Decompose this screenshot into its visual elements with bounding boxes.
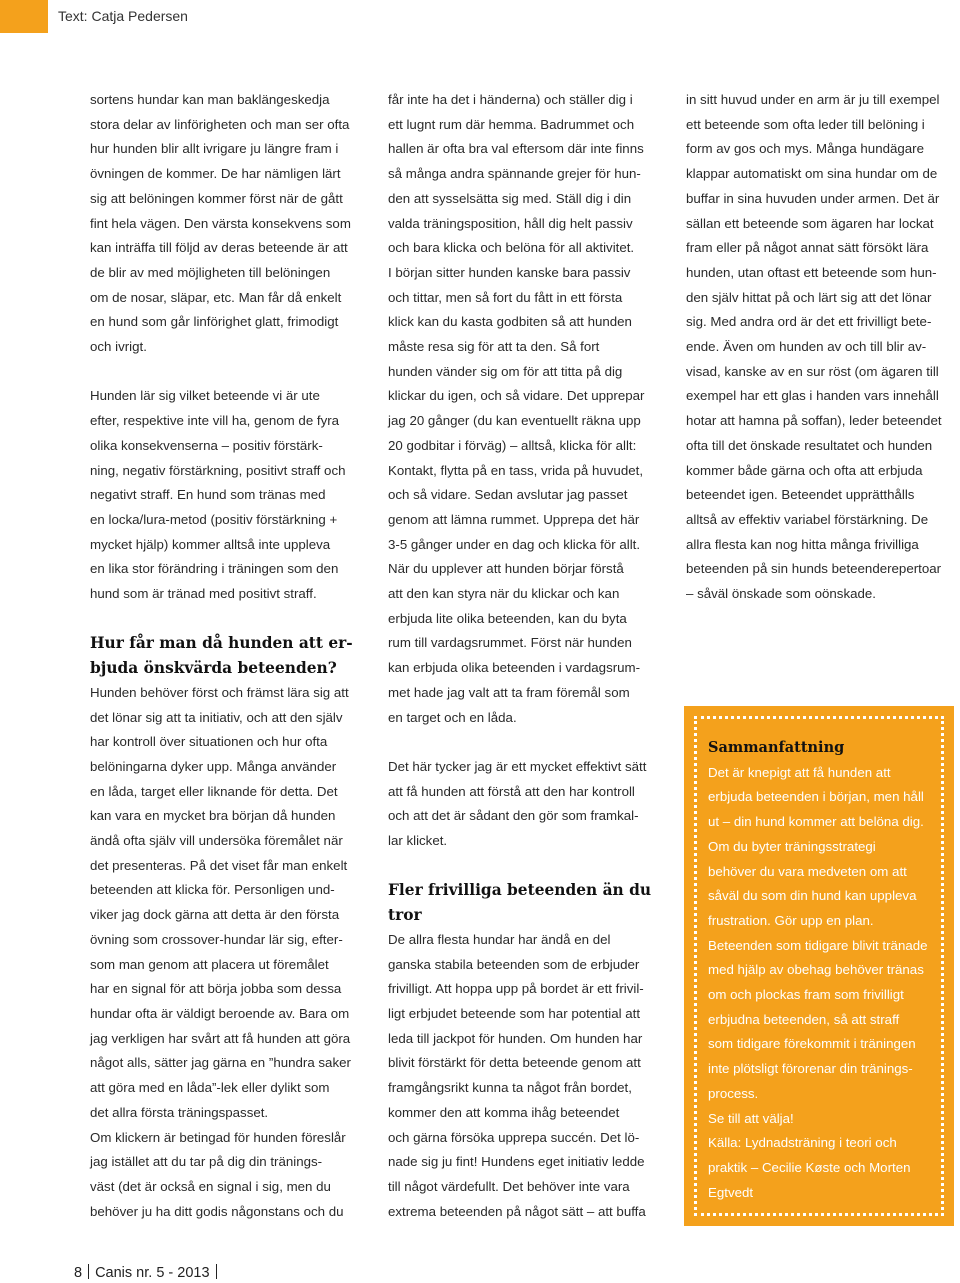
text-line: visad, kanske av en sur röst (om ägaren till — [686, 363, 939, 379]
paragraph — [388, 755, 673, 854]
text-line: När du upplever att hunden börjar förstå — [388, 561, 624, 577]
text-line: en target och en låda. — [388, 709, 517, 725]
text-line: det allra första träningspasset. — [90, 1104, 269, 1120]
text-line: om de nosar, släpar, etc. Man får då enkelt — [90, 289, 342, 305]
text-line: hundar ofta är väldigt beroende av. Bara om — [90, 1005, 350, 1021]
paragraph — [388, 88, 673, 730]
footer-divider — [216, 1264, 217, 1279]
text-line: sällan ett beteende som ägaren har lockat — [686, 215, 934, 231]
text-line: en locka/lura-metod (positiv förstärkning + — [90, 511, 338, 527]
text-line: sig. Med andra ord är det ett frivilligt bete- — [686, 314, 932, 330]
paragraph — [90, 384, 370, 606]
text-line: exempel har ett glas i handen vars innehåll — [686, 388, 939, 404]
text-line: den att sysselsätta sig med. Ställ dig i din — [388, 190, 632, 206]
text-line: hund som är tränad med positivt straff. — [90, 586, 317, 602]
text-line: Egtvedt — [708, 1184, 754, 1200]
text-line: behöver ju ha ditt godis någonstans och du — [90, 1203, 344, 1219]
text-line: en hund som går linförighet glatt, frimodigt — [90, 314, 339, 330]
text-line: sig att belöningen kommer först när de gått — [90, 190, 343, 206]
text-line: ende. Även om hunden av och till blir av- — [686, 339, 927, 355]
text-line: viker jag dock gärna att detta är den första — [90, 907, 340, 923]
text-line: tror — [388, 906, 422, 925]
text-line: och tittar, men så fort du fått in ett första — [388, 289, 623, 305]
text-line: alltså av effektiv variabel förstärkning. De — [686, 511, 929, 527]
text-line: klick kan du kasta godbiten så att hunden — [388, 314, 632, 330]
text-line: inte plötsligt förorenar din tränings- — [708, 1061, 913, 1077]
text-line: De allra flesta hundar har ändå en del — [388, 931, 611, 947]
text-line: så många andra spännande grejer för hun- — [388, 166, 641, 182]
text-line: såväl du som din hund kan uppleva — [708, 888, 917, 904]
text-line: erbjuda beteenden i början, men håll — [708, 789, 924, 805]
text-line: som man genom att placera ut föremålet — [90, 956, 329, 972]
text-line: beteenden att klicka för. Personligen und- — [90, 882, 335, 898]
text-line: extrema beteenden på något sätt – att buffa — [388, 1203, 646, 1219]
text-line: väst (det är också en signal i sig, men du — [90, 1178, 331, 1194]
paragraph — [388, 928, 673, 1224]
footer-divider — [88, 1264, 89, 1279]
text-line: beteendet igen. Beteendet upprätthålls — [686, 487, 915, 503]
text-line: klappar automatiskt om sina hundar om de — [686, 166, 938, 182]
text-line: en låda, target eller liknande för detta. Det — [90, 783, 338, 799]
text-line: bjuda önskvärda beteenden? — [90, 659, 337, 678]
text-line: hunden vänder sig om för att titta på dig — [388, 363, 623, 379]
author-credit-bar — [0, 0, 960, 33]
text-line: rum till vardagsrummet. Först när hunden — [388, 635, 632, 651]
text-line: erbjudna beteenden, så att straff — [708, 1011, 900, 1027]
text-line: och att det är sådant den gör som framkal- — [388, 808, 639, 824]
text-line: och gärna försöka upprepa succén. Det lö- — [388, 1129, 640, 1145]
section-heading — [388, 878, 673, 927]
text-line: en lika stor förändring i träningen som den — [90, 561, 339, 577]
text-line: övningen de kommer. De har nämligen lärt — [90, 166, 341, 182]
text-line: behöver du vara medveten om att — [708, 863, 907, 879]
text-line: jag verkligen har svårt att få hunden att göra — [90, 1030, 351, 1046]
text-line: kan inträffa till följd av deras beteende är att — [90, 240, 348, 256]
text-line: ut – din hund kommer att belöna dig. — [708, 814, 924, 830]
text-line: frustration. Gör upp en plan. — [708, 912, 874, 928]
text-line: får inte ha det i händerna) och ställer dig i — [388, 92, 633, 107]
text-line: 3-5 gånger under en dag och klicka för allt. — [388, 536, 641, 552]
text-line: ett lugnt rum där hemma. Badrummet och — [388, 116, 635, 132]
text-line: met hade jag valt att ta fram föremål som — [388, 684, 630, 700]
accent-tab — [0, 0, 48, 33]
text-line: med hjälp av obehag behöver tränas — [708, 962, 924, 978]
text-line: Fler frivilliga beteenden än du — [388, 881, 652, 900]
text-line: övning som crossover-hundar lär sig, efter- — [90, 931, 343, 947]
text-line: ett beteende som ofta leder till belöning i — [686, 116, 925, 132]
text-line: nade sig ju fint! Hundens eget initiativ ledde — [388, 1154, 645, 1170]
text-line: fint hela vägen. Den värsta konsekvens som — [90, 215, 351, 231]
text-line: process. — [708, 1085, 759, 1101]
text-line: olika konsekvenserna – positiv förstärk- — [90, 437, 323, 453]
text-line: buffar in sina huvuden under armen. Det är — [686, 190, 940, 206]
text-line: ligt erbjudet beteende som har potential att — [388, 1005, 641, 1021]
text-line: erbjuda lite olika beteenden, kan du byta — [388, 610, 627, 626]
magazine-issue: Canis nr. 5 - 2013 — [95, 1265, 210, 1281]
text-line: mycket hjälp) kommer alltså inte uppleva — [90, 536, 331, 552]
text-line: blivit förstärkt för detta beteende genom att — [388, 1055, 641, 1071]
text-line: måste resa sig för att ta den. Så fort — [388, 339, 600, 355]
author-credit: Text: Catja Pedersen — [58, 8, 188, 24]
column-3 — [686, 88, 958, 607]
paragraph — [686, 88, 958, 607]
text-line: hunden, utan oftast ett beteende som hun- — [686, 264, 937, 280]
text-line: och ivrigt. — [90, 339, 147, 355]
text-line: genom att lämna rummet. Upprepa det här — [388, 511, 640, 527]
text-line: Om du byter träningsstrategi — [708, 838, 876, 854]
text-line: det presenteras. På det viset får man enkelt — [90, 857, 348, 873]
text-line: jag istället att du tar på dig din tränings- — [90, 1154, 323, 1170]
text-line: efter, respektive inte vill ha, genom de fyra — [90, 413, 340, 429]
text-line: Om klickern är betingad för hunden föreslår — [90, 1129, 346, 1145]
text-line: Beteenden som tidigare blivit tränade — [708, 937, 928, 953]
text-line: klickar du igen, och så vidare. Det upprepar — [388, 388, 645, 404]
text-line: framgångsrikt kunna ta något från bordet, — [388, 1080, 632, 1096]
text-line: lar klicket. — [388, 833, 448, 849]
text-line: att göra med en låda”-lek eller dylikt som — [90, 1080, 330, 1096]
text-line: kan vara en mycket bra början då hunden — [90, 808, 336, 824]
text-line: och bara klicka och belöna för all aktivitet. — [388, 240, 635, 256]
text-line: beteenden på sin hunds beteenderepertoar — [686, 561, 942, 577]
text-line: Kontakt, flytta på en tass, vrida på huvudet, — [388, 462, 644, 478]
text-line: jag 20 gånger (du kan eventuellt räkna upp — [388, 413, 641, 429]
page-number: 8 — [74, 1265, 83, 1281]
text-line: – såväl önskade som oönskade. — [686, 586, 876, 602]
text-line: allra flesta kan nog hitta många frivilliga — [686, 536, 919, 552]
text-line: att få hunden att förstå att den har kontroll — [388, 783, 635, 799]
text-line: negativt straff. En hund som tränas med — [90, 487, 326, 503]
text-line: hur hunden blir allt ivrigare ju längre fram i — [90, 141, 339, 157]
summary-title: Sammanfattning — [708, 739, 845, 756]
summary-lines — [708, 761, 938, 1206]
text-line: ofta till det önskade resultatet och hunden — [686, 437, 933, 453]
text-line: Hur får man då hunden att er- — [90, 634, 353, 653]
text-line: Se till att välja! — [708, 1110, 794, 1126]
column-2 — [388, 88, 673, 1224]
text-line: in sitt huvud under en arm är ju till exempel — [686, 92, 940, 107]
text-line: stora delar av linförigheten och man ser ofta — [90, 116, 350, 132]
text-line: har en signal för att börja jobba som dessa — [90, 981, 342, 997]
column-1 — [90, 88, 370, 1224]
text-line: kommer den att komma ihåg beteendet — [388, 1104, 620, 1120]
text-line: Hunden behöver först och främst lära sig att — [90, 684, 349, 700]
text-line: hotar att hamna på soffan), leder beteendet — [686, 413, 942, 429]
text-line: den själv hittat på och lärt sig att det lönar — [686, 289, 932, 305]
text-line: frivilligt. Att hoppa upp på bordet är ett frivil- — [388, 981, 644, 997]
text-line: praktik – Cecilie Køste och Morten — [708, 1159, 911, 1175]
summary-content — [708, 736, 938, 1205]
text-line: fram eller på något annat sätt försökt lära — [686, 240, 929, 256]
text-line: kommer både gärna och ofta att erbjuda — [686, 462, 923, 478]
section-heading — [90, 631, 370, 680]
text-line: form av gos och mys. Många hundägare — [686, 141, 924, 157]
paragraph — [90, 88, 370, 360]
text-line: belöningarna dyker upp. Många använder — [90, 758, 337, 774]
text-line: leda till jackpot för hunden. Om hunden har — [388, 1030, 643, 1046]
text-line: ganska stabila beteenden som de erbjuder — [388, 956, 640, 972]
text-line: till något värdefullt. Det behöver inte vara — [388, 1178, 630, 1194]
text-line: de blir av med möjligheten till belöningen — [90, 264, 331, 280]
text-line: sortens hundar kan man baklängeskedja — [90, 92, 330, 107]
text-line: 20 godbitar i förväg) – alltså, klicka för allt: — [388, 437, 637, 453]
text-line: Hunden lär sig vilket beteende vi är ute — [90, 388, 320, 404]
summary-box — [684, 706, 954, 1226]
text-line: ändå ofta själv vill undersöka föremålet när — [90, 833, 343, 849]
text-line: Det här tycker jag är ett mycket effektivt sätt — [388, 758, 647, 774]
text-line: något alls, sätter jag gärna en ”hundra saker — [90, 1055, 351, 1071]
text-line: som tidigare förekommit i träningen — [708, 1036, 916, 1052]
text-line: hallen är ofta bra val eftersom där inte finns — [388, 141, 644, 157]
text-line: att den kan styra när du klickar och kan — [388, 586, 620, 602]
text-line: I början sitter hunden kanske bara passiv — [388, 264, 631, 280]
text-line: valda träningsposition, håll dig helt passiv — [388, 215, 633, 231]
text-line: Källa: Lydnadsträning i teori och — [708, 1135, 897, 1151]
text-line: Det är knepigt att få hunden att — [708, 764, 891, 780]
text-line: har kontroll över situationen och hur ofta — [90, 734, 328, 750]
text-line: om och plockas fram som frivilligt — [708, 987, 904, 1003]
text-line: det lönar sig att ta initiativ, och att den själv — [90, 709, 343, 725]
text-line: kan erbjuda olika beteenden i vardagsrum- — [388, 660, 641, 676]
paragraph — [90, 681, 370, 1224]
page-footer — [74, 1264, 223, 1281]
text-line: ning, negativ förstärkning, positivt straff och — [90, 462, 346, 478]
text-line: och så vidare. Sedan avslutar jag passet — [388, 487, 628, 503]
